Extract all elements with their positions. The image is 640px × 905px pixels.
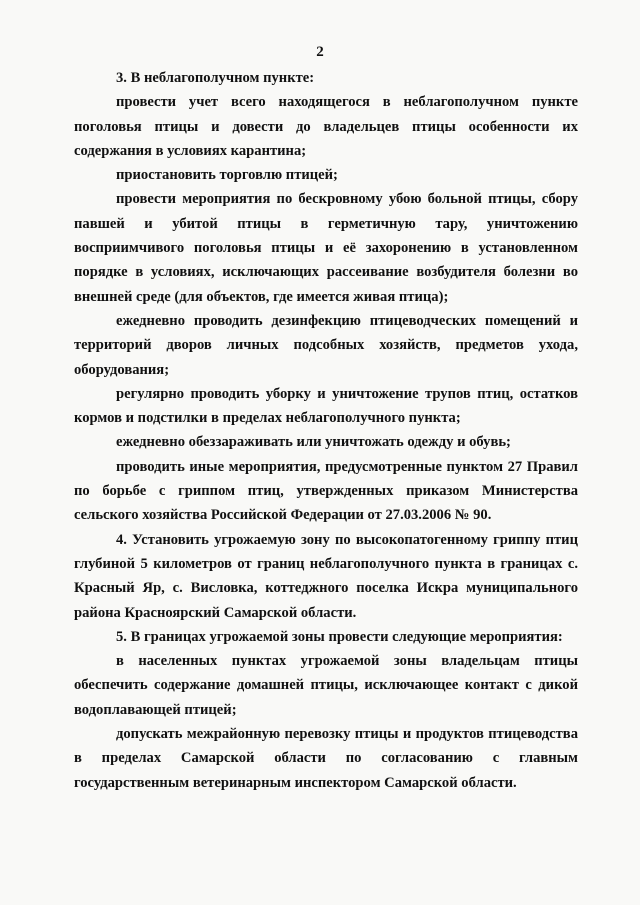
document-body — [74, 66, 578, 795]
paragraph-carcass-removal: регулярно проводить уборку и уничтожение трупов птиц, остатков кормов и подстилки в пределах неблагополучного пункта; — [74, 385, 578, 427]
paragraph-transport: допускать межрайонную перевозку птицы и продуктов птицеводства в пределах Самарской области по согласованию с главным государственным ветеринарным инспектором Самарской области. — [74, 726, 578, 791]
paragraph-section-4-threat-zone: 4. Установить угрожаемую зону по высокопатогенному гриппу птиц глубиной 5 километров от границ неблагополучного пункта в границах с. Красный Яр, с. Висловка, коттеджного поселка Искра муниципального района Красноярский Самарской области. — [74, 531, 578, 621]
paragraph-other-measures: проводить иные мероприятия, предусмотренные пунктом 27 Правил по борьбе с гриппом птиц, утвержденных приказом Министерства сельского хозяйства Российской Федерации от 27.03.2006 № 90. — [74, 458, 578, 524]
paragraph-section-5-heading: 5. В границах угрожаемой зоны провести следующие мероприятия: — [116, 628, 563, 645]
paragraph-poultry-count: провести учет всего находящегося в неблагополучном пункте поголовья птицы и довести до владельцев птицы особенности их содержания в условиях карантина; — [74, 94, 578, 159]
page-number: 2 — [316, 44, 324, 60]
paragraph-suspend-trade: приостановить торговлю птицей; — [116, 167, 338, 184]
paragraph-poultry-keeping: в населенных пунктах угрожаемой зоны владельцам птицы обеспечить содержание домашней птицы, исключающее контакт с дикой водоплавающей птицей; — [74, 653, 578, 718]
paragraph-section-3-heading: 3. В неблагополучном пункте: — [116, 70, 315, 86]
paragraph-clothing: ежедневно обеззараживать или уничтожать одежду и обувь; — [116, 434, 511, 451]
paragraph-culling: провести мероприятия по бескровному убою больной птицы, сбору павшей и убитой птицы в герметичную тару, уничтожению восприимчивого поголовья птицы и её захоронению в установленном порядке в условиях, исключающих рассеивание возбудителя болезни во внешней среде (для объектов, где имеется живая птица); — [74, 191, 578, 305]
paragraph-disinfection: ежедневно проводить дезинфекцию птицеводческих помещений и территорий дворов личных подсобных хозяйств, предметов ухода, оборудования; — [74, 312, 578, 378]
